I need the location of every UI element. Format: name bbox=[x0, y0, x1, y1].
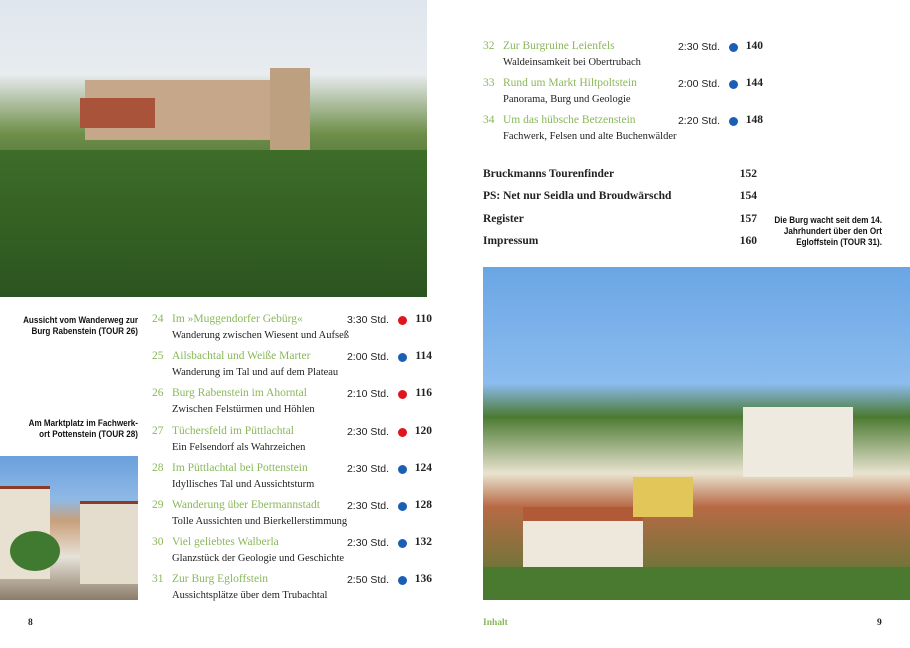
page-number-right: 9 bbox=[877, 618, 882, 628]
page-number: 154 bbox=[739, 190, 757, 203]
difficulty-dot-icon bbox=[398, 576, 407, 585]
photo-caption-egloffstein: Die Burg wacht seit dem 14. Jahrhundert über den Ort Egloffstein (TOUR 31). bbox=[774, 215, 882, 247]
extra-title: Register bbox=[483, 212, 524, 225]
tour-number: 28 bbox=[152, 461, 164, 474]
difficulty-dot-icon bbox=[729, 80, 738, 89]
tour-duration: 2:30 Std. bbox=[346, 462, 389, 475]
toc-extra-entry[interactable] bbox=[483, 190, 757, 206]
tour-number: 29 bbox=[152, 499, 164, 511]
tour-title: Im Püttlachtal bei Pottenstein bbox=[172, 461, 308, 474]
difficulty-dot-icon bbox=[398, 465, 407, 474]
toc-entry[interactable] bbox=[483, 114, 763, 148]
tour-title: Zur Burg Egloffstein bbox=[172, 573, 269, 586]
difficulty-dot-icon bbox=[398, 428, 407, 437]
tour-subtitle: Aussichtsplätze über dem Trubachtal bbox=[172, 590, 328, 602]
difficulty-dot-icon bbox=[398, 539, 407, 548]
photo-egloffstein bbox=[483, 267, 910, 600]
tour-duration: 2:30 Std. bbox=[346, 500, 389, 512]
tour-subtitle: Zwischen Felstürmen und Höhlen bbox=[172, 404, 315, 416]
difficulty-dot-icon bbox=[729, 117, 738, 126]
tour-title: Zur Burgruine Leienfels bbox=[503, 40, 615, 52]
page-number: 136 bbox=[414, 573, 432, 586]
running-head: Inhalt bbox=[483, 618, 508, 628]
tour-title: Wanderung über Ebermannstadt bbox=[172, 499, 320, 511]
page-number: 144 bbox=[745, 77, 763, 90]
page-number-left: 8 bbox=[28, 618, 33, 628]
difficulty-dot-icon bbox=[398, 353, 407, 362]
tour-subtitle: Fachwerk, Felsen und alte Buchenwälder bbox=[503, 131, 677, 143]
page-number: 110 bbox=[415, 313, 432, 325]
page-number: 160 bbox=[739, 234, 757, 247]
toc-entry[interactable] bbox=[152, 387, 432, 421]
difficulty-dot-icon bbox=[398, 502, 407, 511]
tour-duration: 2:00 Std. bbox=[677, 78, 720, 91]
tour-number: 32 bbox=[483, 40, 495, 52]
page-number: 116 bbox=[415, 387, 432, 400]
toc-extra-entry[interactable] bbox=[483, 213, 757, 229]
tour-subtitle: Panorama, Burg und Geologie bbox=[503, 94, 631, 106]
toc-extra-entry[interactable] bbox=[483, 168, 757, 184]
tour-title: Im »Muggendorfer Gebürg« bbox=[172, 313, 303, 325]
tour-title: Um das hübsche Betzenstein bbox=[503, 114, 636, 127]
page-number: 140 bbox=[745, 40, 763, 52]
tour-number: 33 bbox=[483, 77, 495, 90]
tour-title: Ailsbachtal und Weiße Marter bbox=[172, 350, 311, 363]
toc-extra-entry[interactable] bbox=[483, 235, 757, 251]
tour-duration: 2:30 Std. bbox=[346, 425, 389, 438]
tour-title: Tüchersfeld im Püttlachtal bbox=[172, 424, 294, 437]
toc-entry[interactable] bbox=[152, 462, 432, 496]
toc-entry[interactable] bbox=[152, 313, 432, 347]
page-number: 148 bbox=[745, 114, 763, 127]
photo-pottenstein-marktplatz bbox=[0, 456, 138, 600]
photo-caption-pottenstein: Am Marktplatz im Fachwerk-ort Pottenstein (TOUR 28) bbox=[28, 418, 139, 439]
tour-subtitle: Waldeinsamkeit bei Obertrubach bbox=[503, 57, 641, 68]
page-number: 152 bbox=[739, 168, 757, 180]
page-number: 114 bbox=[415, 350, 432, 363]
tour-duration: 2:50 Std. bbox=[346, 574, 389, 587]
extra-title: Impressum bbox=[483, 234, 539, 247]
tour-subtitle: Ein Felsendorf als Wahrzeichen bbox=[172, 441, 306, 453]
tour-title: Rund um Markt Hiltpoltstein bbox=[503, 77, 637, 90]
tour-subtitle: Wanderung im Tal und auf dem Plateau bbox=[172, 367, 339, 379]
tour-duration: 2:20 Std. bbox=[677, 115, 720, 128]
tour-duration: 3:30 Std. bbox=[346, 314, 389, 326]
toc-entry[interactable] bbox=[152, 573, 432, 607]
tour-duration: 2:00 Std. bbox=[346, 351, 389, 364]
page-number: 132 bbox=[414, 536, 432, 549]
tour-subtitle: Idyllisches Tal und Aussichtsturm bbox=[172, 478, 315, 490]
page-number: 120 bbox=[414, 424, 432, 437]
photo-burg-rabenstein bbox=[0, 0, 427, 297]
toc-entry[interactable] bbox=[152, 350, 432, 384]
tour-number: 27 bbox=[152, 424, 164, 437]
tour-number: 25 bbox=[152, 350, 164, 363]
extra-title: Bruckmanns Tourenfinder bbox=[483, 168, 615, 180]
tour-subtitle: Tolle Aussichten und Bierkellerstimmung bbox=[172, 516, 348, 527]
tour-duration: 2:30 Std. bbox=[677, 41, 720, 53]
tour-number: 30 bbox=[152, 536, 164, 549]
tour-subtitle: Wanderung zwischen Wiesent und Aufseß bbox=[172, 330, 349, 341]
toc-entry[interactable] bbox=[152, 536, 432, 570]
tour-title: Viel geliebtes Walberla bbox=[172, 536, 279, 549]
tour-number: 31 bbox=[152, 573, 164, 586]
toc-entry[interactable] bbox=[483, 77, 763, 111]
toc-entry[interactable] bbox=[483, 40, 763, 74]
tour-duration: 2:30 Std. bbox=[346, 537, 389, 550]
tour-number: 34 bbox=[483, 114, 495, 127]
difficulty-dot-icon bbox=[398, 316, 407, 325]
tour-subtitle: Glanzstück der Geologie und Geschichte bbox=[172, 553, 345, 565]
tour-duration: 2:10 Std. bbox=[346, 388, 389, 401]
extra-title: PS: Net nur Seidla und Broudwärschd bbox=[483, 190, 672, 203]
tour-number: 26 bbox=[152, 387, 164, 400]
difficulty-dot-icon bbox=[729, 43, 738, 52]
difficulty-dot-icon bbox=[398, 390, 407, 399]
page-number: 124 bbox=[414, 461, 432, 474]
page-number: 128 bbox=[414, 499, 432, 511]
toc-entry[interactable] bbox=[152, 425, 432, 459]
photo-caption-rabenstein: Aussicht vom Wanderweg zur Burg Rabenstein (TOUR 26) bbox=[23, 315, 138, 336]
page-number: 157 bbox=[739, 212, 757, 225]
tour-title: Burg Rabenstein im Ahorntal bbox=[172, 387, 307, 400]
toc-entry[interactable] bbox=[152, 499, 432, 533]
tour-number: 24 bbox=[152, 313, 164, 325]
